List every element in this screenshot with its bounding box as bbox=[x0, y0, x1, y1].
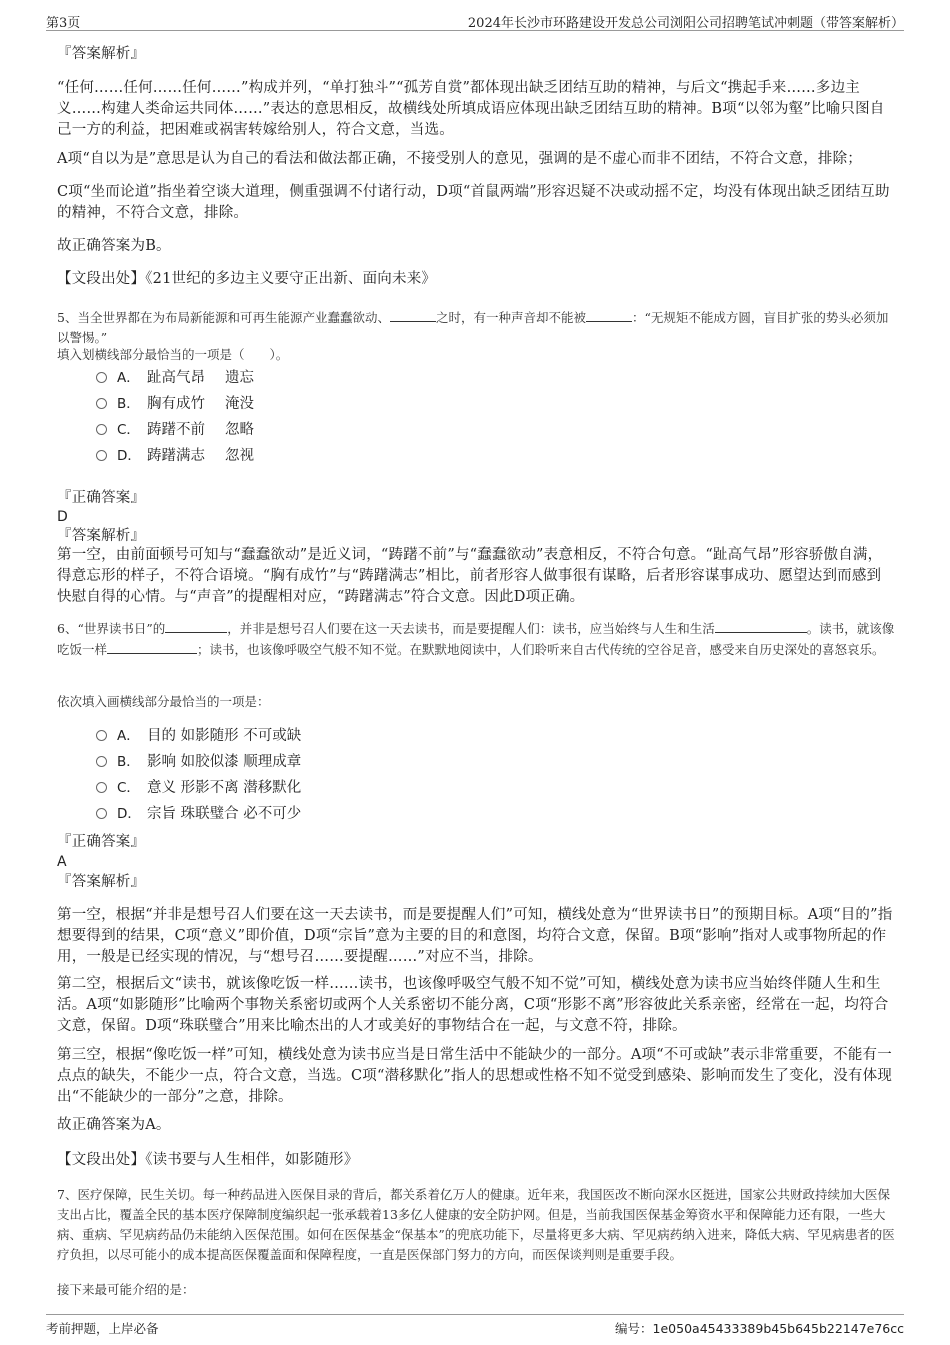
q6-analysis-p3: 第三空，根据“像吃饭一样”可知，横线处意为读书应当是日常生活中不能缺少的一部分。A项“不可或缺”表示非常重要，不能有一点点的缺失，不能少一点，符合文意，当选。C项“潜移默化”指人的思想或性格不知不觉受到感染、影响而发生了变化，没有体现出“不能缺少的一部分”之意，排除。 bbox=[57, 1047, 893, 1105]
radio-icon[interactable] bbox=[96, 730, 107, 741]
document-id: 编号：1e050a45433389b45b645b22147e76cc bbox=[615, 1321, 904, 1336]
q6-stem: 6、“世界读书日”的 ，并非是想号召人们要在这一天去读书，而是要提醒人们：读书，应当始终与人生和生活 。读书，就该像吃饭一样 ；读书，也该像呼吸空气般不知不觉。在默默地阅读中，人们聆听来自古代传统的空谷足音，感受来自历史深处的喜怒哀乐。 bbox=[57, 618, 899, 660]
radio-icon[interactable] bbox=[96, 424, 107, 435]
footer-slogan: 考前押题，上岸必备 bbox=[46, 1321, 159, 1336]
q4-analysis-conclusion: 故正确答案为B。 bbox=[57, 238, 171, 254]
q5-answer-label: 『正确答案』 bbox=[57, 490, 146, 506]
q5-option-b[interactable]: B． 胸有成竹 淹没 bbox=[96, 393, 254, 415]
page-header bbox=[46, 8, 904, 31]
radio-icon[interactable] bbox=[96, 782, 107, 793]
radio-icon[interactable] bbox=[96, 398, 107, 409]
q7-prompt: 接下来最可能介绍的是： bbox=[57, 1282, 195, 1297]
page-footer bbox=[46, 1314, 904, 1337]
q5-analysis-label: 『答案解析』 bbox=[57, 528, 146, 544]
q4-analysis-p3: C项“坐而论道”指坐着空谈大道理，侧重强调不付诸行动，D项“首鼠两端”形容迟疑不决或动摇不定，均没有体现出缺乏团结互助的精神，不符合文意，排除。 bbox=[57, 184, 890, 221]
q5-option-a[interactable]: A． 趾高气昂 遗忘 bbox=[96, 367, 254, 389]
q5-option-d[interactable]: D． 踌躇满志 忽视 bbox=[96, 445, 254, 467]
radio-icon[interactable] bbox=[96, 450, 107, 461]
radio-icon[interactable] bbox=[96, 756, 107, 767]
radio-icon[interactable] bbox=[96, 808, 107, 819]
q6-option-d[interactable]: D． 宗旨 珠联璧合 必不可少 bbox=[96, 803, 301, 825]
q6-source: 【文段出处】《读书要与人生相伴，如影随形》 bbox=[57, 1152, 359, 1168]
q6-answer: A bbox=[57, 854, 67, 870]
q4-analysis-label: 『答案解析』 bbox=[57, 46, 146, 62]
document-title: 2024年长沙市环路建设开发总公司浏阳公司招聘笔试冲刺题（带答案解析） bbox=[467, 16, 904, 31]
q7-stem: 7、医疗保障，民生关切。每一种药品进入医保目录的背后，都关系着亿万人的健康。近年来，我国医改不断向深水区挺进，国家公共财政持续加大医保支出占比，覆盖全民的基本医疗保障制度编织起一张承载着13多亿人健康的安全防护网。但是，当前我国医保基金筹资水平和保障能力还有限，一些大病、重病、罕见病药品仍未能纳入医保范围。如何在医保基金“保基本”的兜底功能下，尽量将更多大病、罕见病药纳入进来，降低大病、罕见病患者的医疗负担，以尽可能小的成本提高医保覆盖面和保障程度，一直是医保部门努力的方向，而医保谈判则是重要手段。 bbox=[57, 1187, 895, 1262]
q6-analysis-p1: 第一空，根据“并非是想号召人们要在这一天去读书，而是要提醒人们”可知，横线处意为“世界读书日”的预期目标。A项“目的”指想要得到的结果，C项“意义”即价值，D项“宗旨”意为主要的目的和意图，均符合文意，保留。B项“影响”指对人或事物所起的作用，一般是已经实现的情况，与“想号召……要提醒……”对应不当，排除。 bbox=[57, 907, 893, 965]
q6-answer-label: 『正确答案』 bbox=[57, 834, 146, 850]
q6-prompt: 依次填入画横线部分最恰当的一项是： bbox=[57, 694, 270, 709]
q5-prompt: 填入划横线部分最恰当的一项是（ ）。 bbox=[57, 347, 289, 362]
q5-option-c[interactable]: C． 踌躇不前 忽略 bbox=[96, 419, 254, 441]
q4-analysis-p2: A项“自以为是”意思是认为自己的看法和做法都正确，不接受别人的意见，强调的是不虚心而非不团结，不符合文意，排除； bbox=[57, 151, 862, 167]
page-number: 第3页 bbox=[46, 16, 81, 31]
q5-stem: 5、当全世界都在为布局新能源和可再生能源产业蠢蠢欲动、 之时，有一种声音却不能被 ：“无规矩不能成方圆，盲目扩张的势头必须加以警惕。” bbox=[57, 307, 899, 348]
q6-analysis-p2: 第二空，根据后文“读书，就该像吃饭一样……读书，也该像呼吸空气般不知不觉”可知，横线处意为读书应当始终伴随人生和生活。A项“如影随形”比喻两个事物关系密切或两个人关系密切不能分离，C项“形影不离”形容彼此关系亲密，经常在一起，均符合文意，保留。D项“珠联璧合”用来比喻杰出的人才或美好的事物结合在一起，与文意不符，排除。 bbox=[57, 976, 889, 1034]
q6-analysis-label: 『答案解析』 bbox=[57, 874, 146, 890]
q4-source: 【文段出处】《21世纪的多边主义要守正出新、面向未来》 bbox=[57, 271, 437, 287]
radio-icon[interactable] bbox=[96, 372, 107, 383]
q5-answer: D bbox=[57, 509, 68, 525]
q6-option-b[interactable]: B． 影响 如胶似漆 顺理成章 bbox=[96, 751, 301, 773]
q4-analysis-p1: “任何……任何……任何……”构成并列，“单打独斗”“孤芳自赏”都体现出缺乏团结互助的精神，与后文“携起手来……多边主义……构建人类命运共同体……”表达的意思相反，故横线处所填成语应体现出缺乏团结互助的精神。B项“以邻为壑”比喻只图自己一方的利益，把困难或祸害转嫁给别人，符合文意，当选。 bbox=[57, 80, 885, 138]
q6-option-c[interactable]: C． 意义 形影不离 潜移默化 bbox=[96, 777, 301, 799]
q5-analysis: 第一空，由前面顿号可知与“蠢蠢欲动”是近义词，“踌躇不前”与“蠢蠢欲动”表意相反，不符合句意。“趾高气昂”形容骄傲自满，得意忘形的样子，不符合语境。“胸有成竹”与“踌躇满志”相比，前者形容人做事很有谋略，后者形容谋事成功、愿望达到而感到快慰自得的心情。与“声音”的提醒相对应，“踌躇满志”符合文意。因此D项正确。 bbox=[57, 547, 883, 605]
q6-analysis-conclusion: 故正确答案为A。 bbox=[57, 1117, 171, 1133]
q6-option-a[interactable]: A． 目的 如影随形 不可或缺 bbox=[96, 725, 301, 747]
